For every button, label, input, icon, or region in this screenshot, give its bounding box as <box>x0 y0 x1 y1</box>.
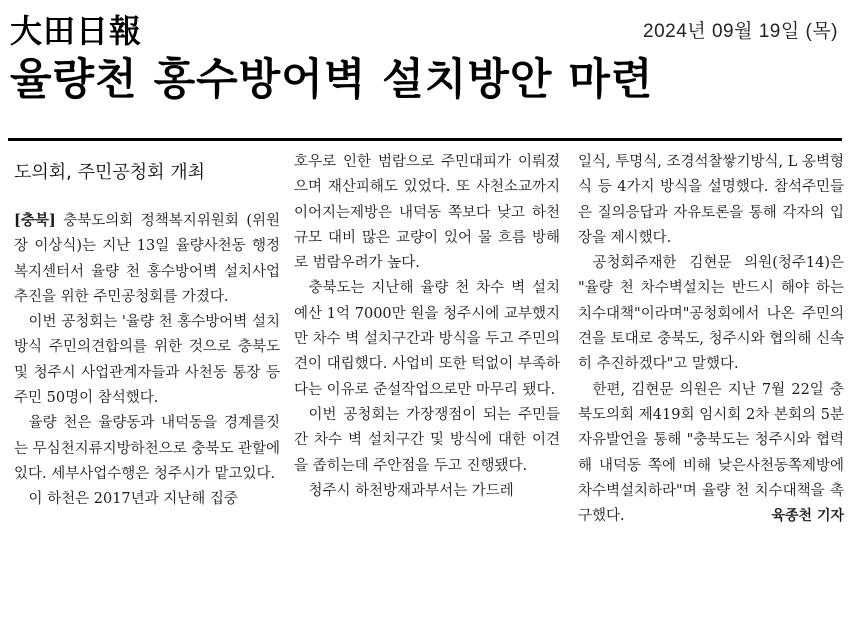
newspaper-logo: 大田日報 <box>10 12 143 50</box>
article-headline: 율량천 홍수방어벽 설치방안 마련 <box>10 55 654 105</box>
article-column-2 <box>294 150 560 504</box>
publication-date: 2024년 09월 19일 (목) <box>643 21 838 42</box>
paragraph: 율량 천은 율량동과 내덕동을 경계를짓는 무심천지류지방하천으로 충북도 관할에 있다. 세부사업수행은 청주시가 맡고있다. <box>14 415 280 482</box>
article-column-1 <box>14 208 280 513</box>
article-column-3 <box>578 150 844 530</box>
paragraph: 충북도는 지난해 율량 천 차수 벽 설치예산 1억 7000만 원을 청주시에 교부했지만 차수 벽 설치구간과 방식을 두고 주민의견이 대립했다. 사업비 또한 턱없이 부족하다는 이유로 준설작업으로만 마무리 됐다. <box>294 280 560 398</box>
paragraph: 이번 공청회는 가장쟁점이 되는 주민들 간 차수 벽 설치구간 및 방식에 대한 이견을 좁히는데 주안점을 두고 진행됐다. <box>294 406 560 474</box>
paragraph: 이 하천은 2017년과 지난해 집중 <box>28 491 238 508</box>
paragraph: 공청회주재한 김현문 의원(청주14)은 "율량 천 차수벽설치는 반드시 해야 하는 치수대책"이라며"공청회에서 나온 주민의견을 토대로 충북도, 청주시와 협의해 신속히 추진하겠다"고 말했다. <box>578 255 844 373</box>
paragraph: 일식, 투명식, 조경석찰쌓기방식, L 옹벽형식 등 4가지 방식을 설명했다. 참석주민들은 질의응답과 자유토론을 통해 각자의 입장을 제시했다. <box>578 154 845 246</box>
headline-divider <box>8 138 842 141</box>
paragraph: 한편, 김현문 의원은 지난 7월 22일 충북도의회 제419회 임시회 2차 본회의 5분 자유발언을 통해 "충북도는 청주시와 협력해 내덕동 쪽에 비해 낮은사천동쪽제방에차수벽설치하라"며 율량 천 치수대책을 촉구했다. <box>578 381 844 525</box>
paragraph: 이번 공청회는 '율량 천 홍수방어벽 설치방식 주민의견합의를 위한 것으로 충북도 및 청주시 사업관계자들과 사천동 통장 등 주민 50명이 참석했다. <box>14 314 280 407</box>
paragraph-text: 충북도의회 정책복지위원회 (위원장 이상식)는 지난 13일 율량사천동 행정복지센터서 율량 천 홍수방어벽 설치사업 추진을 위한 주민공청회를 가졌다. <box>14 213 280 305</box>
reporter-byline: 육종천 기자 <box>771 508 844 525</box>
paragraph <box>14 208 280 310</box>
paragraph: 청주시 하천방재과부서는 가드레 <box>308 482 514 499</box>
region-tag: [충북] <box>14 212 56 229</box>
masthead <box>10 6 840 48</box>
article-subhead: 도의회, 주민공청회 개최 <box>14 162 206 183</box>
paragraph: 호우로 인한 범람으로 주민대피가 이뤄졌으며 재산피해도 있었다. 또 사천소교까지 이어지는제방은 내덕동 쪽보다 낮고 하천 규모 대비 많은 교량이 있어 물 흐름 방해로 범람우려가 높다. <box>294 154 560 272</box>
